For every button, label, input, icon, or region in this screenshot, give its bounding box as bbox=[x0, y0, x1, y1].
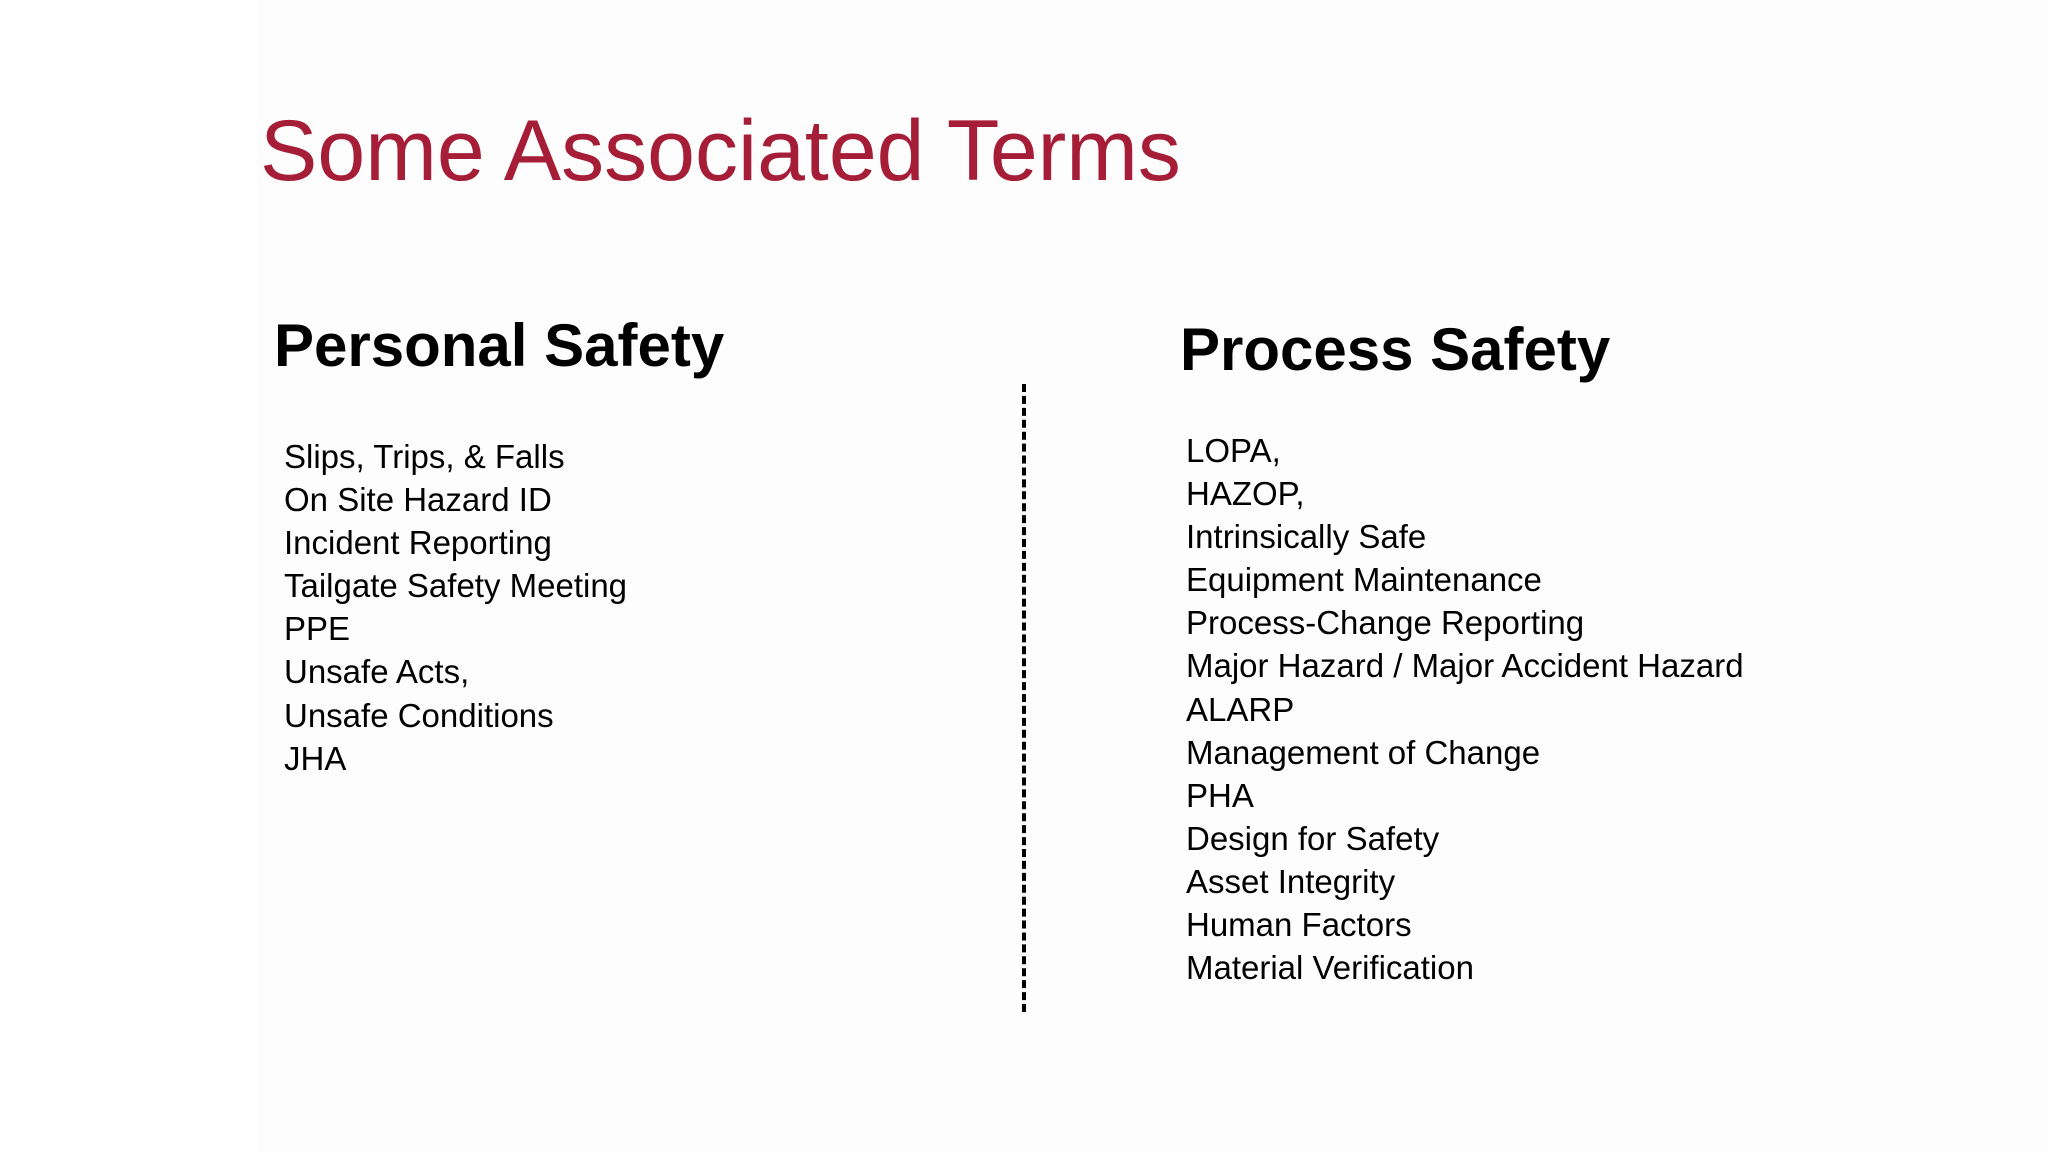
process-safety-heading: Process Safety bbox=[1180, 316, 1611, 383]
list-item: PHA bbox=[1186, 776, 1254, 814]
list-item: JHA bbox=[284, 739, 347, 777]
list-item: Asset Integrity bbox=[1186, 862, 1396, 900]
list-item: Material Verification bbox=[1186, 949, 1474, 987]
list-item: Tailgate Safety Meeting bbox=[284, 567, 628, 605]
column-divider bbox=[1022, 384, 1026, 1012]
list-item: Incident Reporting bbox=[284, 524, 552, 562]
list-item: Design for Safety bbox=[1186, 819, 1440, 857]
list-item: Major Hazard / Major Accident Hazard bbox=[1186, 647, 1744, 685]
list-item: Unsafe Acts, bbox=[284, 653, 470, 691]
list-item: Intrinsically Safe bbox=[1186, 518, 1427, 556]
list-item: Slips, Trips, & Falls bbox=[284, 438, 565, 475]
list-item: LOPA, bbox=[1186, 432, 1281, 469]
personal-safety-heading: Personal Safety bbox=[274, 312, 725, 379]
slide-title: Some Associated Terms bbox=[260, 103, 1181, 199]
list-item: Human Factors bbox=[1186, 906, 1412, 944]
list-item: HAZOP, bbox=[1186, 475, 1305, 513]
list-item: Unsafe Conditions bbox=[284, 696, 554, 734]
list-item: PPE bbox=[284, 610, 351, 648]
list-item: ALARP bbox=[1186, 690, 1295, 728]
list-item: Management of Change bbox=[1186, 733, 1541, 771]
process-safety-list bbox=[1186, 429, 1744, 989]
list-item: On Site Hazard ID bbox=[284, 481, 552, 519]
list-item: Process-Change Reporting bbox=[1186, 604, 1585, 642]
list-item: Equipment Maintenance bbox=[1186, 561, 1542, 599]
personal-safety-list bbox=[284, 435, 627, 780]
